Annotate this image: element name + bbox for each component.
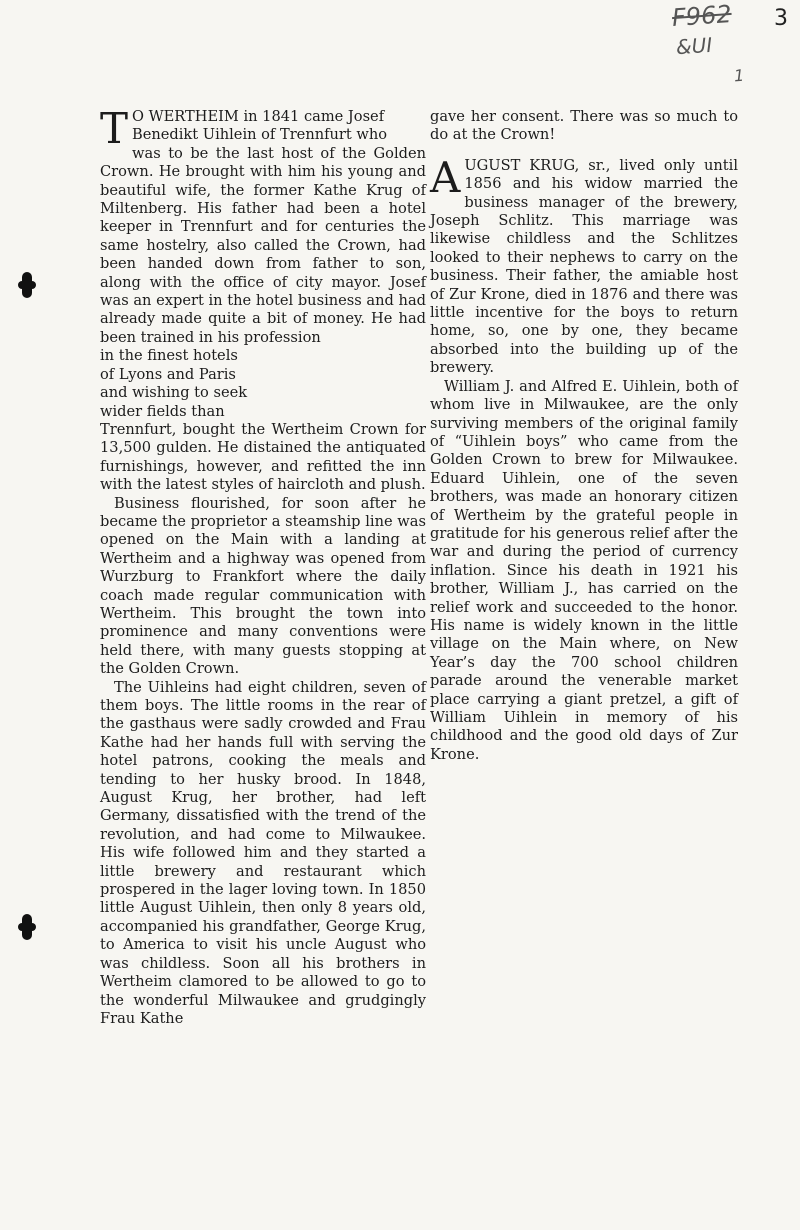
article-paragraph: A UGUST KRUG, sr., lived only until 1856 and his widow married the business manager of the brewery, Joseph Schlitz. This marriage was likewise childless and the Schlitzes looked to their nephews to carry on the business. Their father, the amiable host of Zur Krone, died in 1876 and there was little incentive for the boys to return home, so, one by one, they became absorbed into the building up of the brewery. (430, 152, 738, 377)
binder-hole-mark (22, 272, 32, 298)
article-paragraph: T O WERTHEIM in 1841 came Josef Benedikt Uihlein of Trennfurt who was to be the last host of the Golden Crown. He brought with him his young and beautiful wife, the former Kathe Krug of Miltenberg. His father had been a hotel keeper in Trennfurt and for centuries the same hostelry, also called the Crown, had been handed down from father to son, along with the office of city mayor. Josef was an expert in the hotel business and had already made quite a bit of money. He had been trained in his profession in the finest hotels of Lyons and Paris and wishing to seek wider fields than Trennfurt, bought the Wertheim Crown for 13,500 gulden. He distained the antiquated furnishings, however, and refitted the inn with the latest styles of haircloth and plush. (100, 104, 426, 494)
binder-hole-mark (22, 914, 32, 940)
handwritten-annotation: 1 (733, 65, 745, 86)
article-paragraph: gave her consent. There was so much to do at the Crown! (430, 108, 738, 144)
article-paragraph: William J. and Alfred E. Uihlein, both of whom live in Milwaukee, are the only surviving members of the original family of “Uihlein boys” who came from the Golden Crown to brew for Milwaukee. Eduard Uihlein, one of the seven brothers, was made an honorary citizen of Wertheim by the grateful people in gratitude for his generous relief after the war and during the period of currency inflation. Since his death in 1921 his brother, William J., has carried on the relief work and succeeded to the honor. His name is widely known in the little village on the Main where, on New Year’s day the 700 school children parade around the venerable market place carrying a giant pretzel, a gift of William Uihlein in memory of his childhood and the good old days of Zur Krone. (430, 377, 738, 763)
handwritten-annotation: &UI (675, 32, 713, 60)
page-number: 3 (774, 6, 788, 31)
article-paragraph: The Uihleins had eight children, seven of them boys. The little rooms in the rear of the gasthaus were sadly crowded and Frau Kathe had her hands full with serving the hotel patrons, cooking the meals and tending to her husky brood. In 1848, August Krug, her brother, had left Germany, dissatisfied with the trend of the revolution, and had come to Milwaukee. His wife followed him and they started a little brewery and restaurant which prospered in the lager loving town. In 1850 little August Uihlein, then only 8 years old, accompanied his grandfather, George Krug, to America to visit his uncle August who was childless. Soon all his brothers in Wertheim clamored to be allowed to go to the wonderful Milwaukee and grudgingly Frau Kathe (100, 678, 426, 1027)
article-paragraph: Business flourished, for soon after he became the proprietor a steamship line was opened on the Main with a landing at Wertheim and a highway was opened from Wurzburg to Frankfort where the daily coach made regular communication with Wertheim. This brought the town into prominence and many conventions were held there, with many guests stopping at the Golden Crown. (100, 494, 426, 678)
article-column-left (100, 104, 426, 1028)
drop-cap: A (430, 152, 461, 202)
handwritten-annotation: F962 (671, 0, 733, 33)
drop-cap: T (100, 104, 129, 153)
article-column-right (430, 108, 738, 764)
